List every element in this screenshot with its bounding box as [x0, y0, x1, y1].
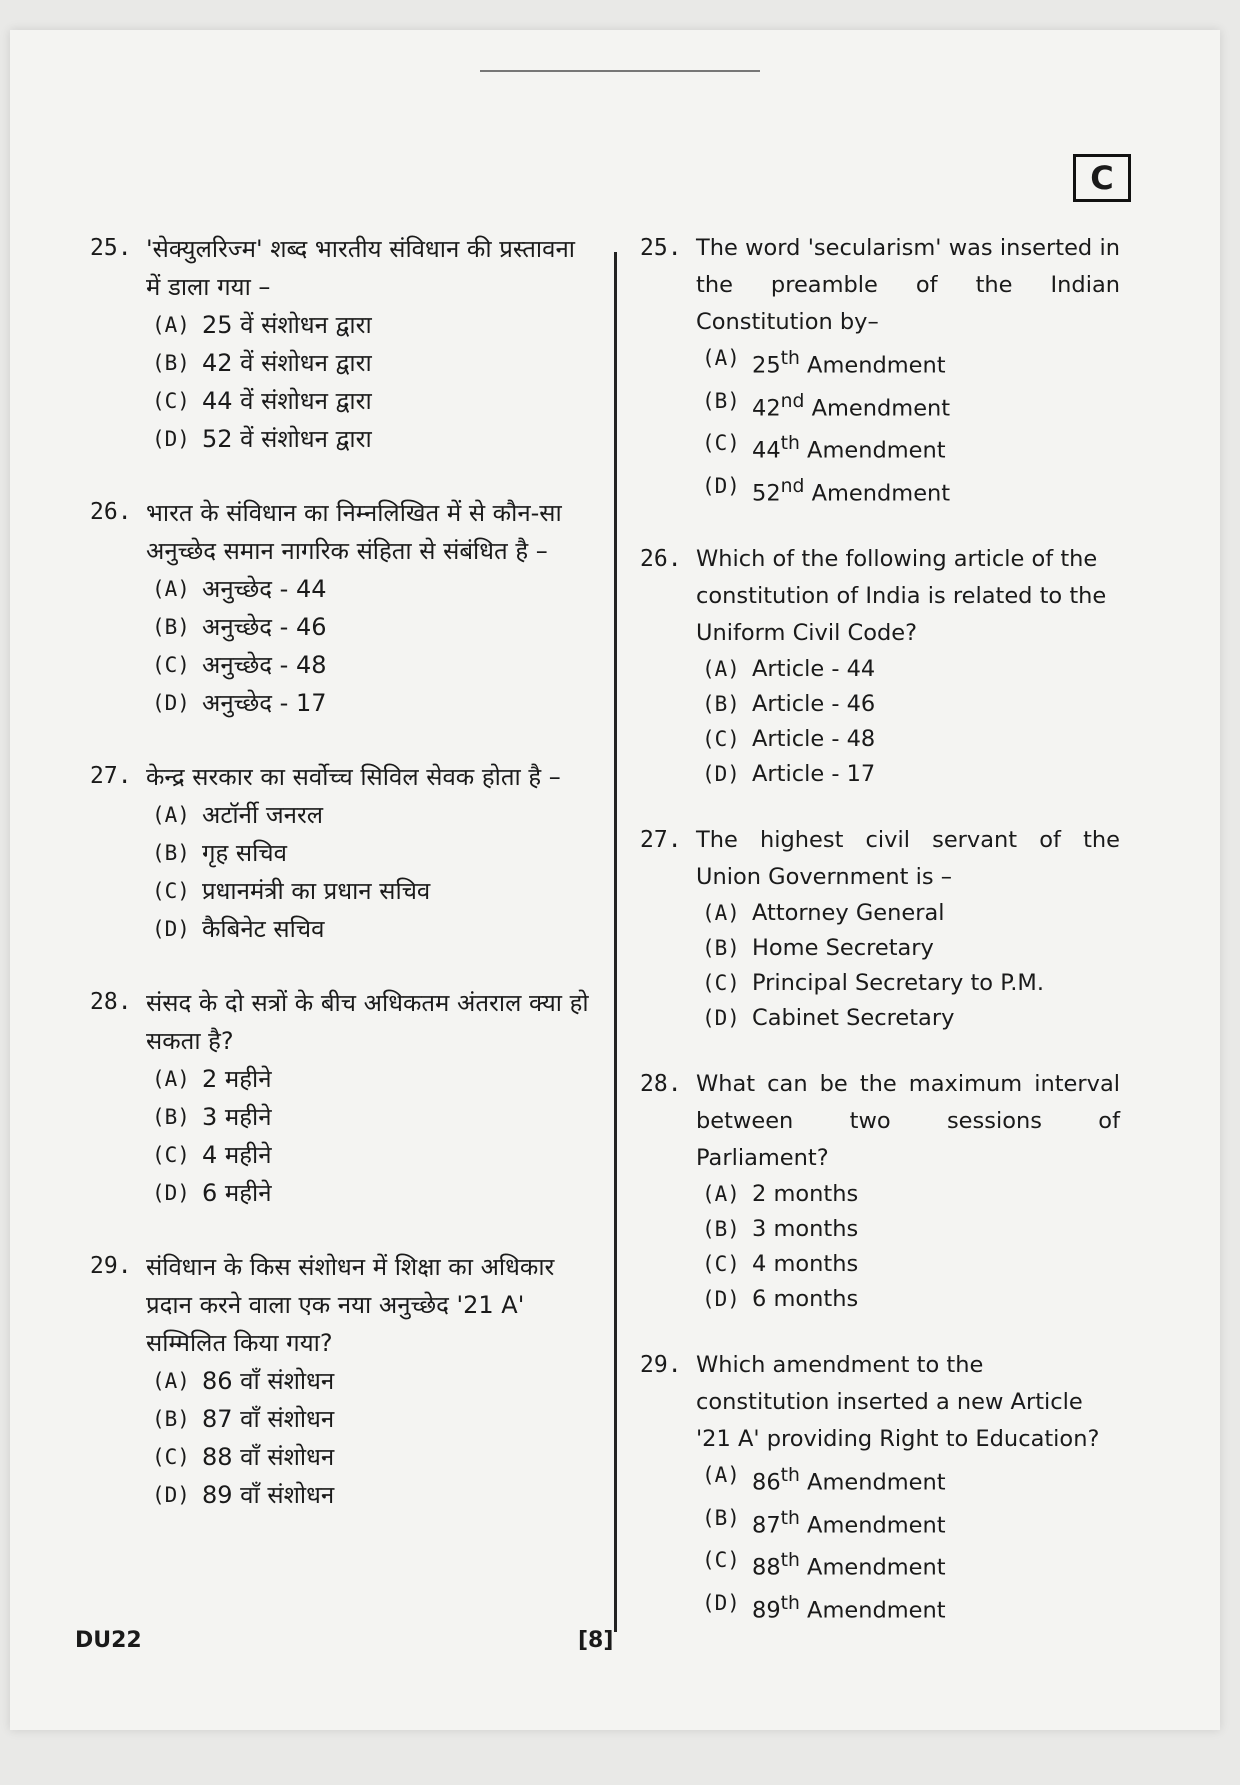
option-text: 4 महीने — [202, 1141, 272, 1169]
option — [702, 1586, 1120, 1629]
question-english-28 — [640, 1066, 1120, 1317]
option-label: (B) — [152, 1105, 190, 1129]
question-text: संसद के दो सत्रों के बीच अधिकतम अंतराल क्या हो सकता है? — [146, 989, 589, 1055]
amendment-number: 87 — [752, 1512, 781, 1538]
option-text: अनुच्छेद - 17 — [202, 689, 327, 717]
option-list — [90, 306, 595, 458]
question-hindi-27 — [90, 758, 595, 948]
option-list — [640, 896, 1120, 1036]
option-text: अनुच्छेद - 44 — [202, 575, 327, 603]
amendment-word: Amendment — [807, 437, 946, 464]
option-text: 2 months — [752, 1181, 859, 1207]
amendment-number: 52 — [752, 480, 781, 506]
top-rule — [480, 70, 760, 72]
option-text: 88 वाँ संशोधन — [202, 1443, 335, 1471]
option-label: (D) — [152, 1483, 190, 1507]
option-label: (C) — [702, 1252, 740, 1276]
option-label: (A) — [152, 803, 190, 827]
option-text: कैबिनेट सचिव — [202, 915, 325, 943]
set-code-box: C — [1073, 154, 1131, 202]
ordinal-suffix: th — [780, 348, 800, 369]
option — [702, 722, 1120, 757]
option-text: 3 months — [752, 1216, 859, 1242]
question-number: 28. — [90, 989, 132, 1015]
option-label: (C) — [152, 879, 190, 903]
amendment-word: Amendment — [807, 1512, 946, 1538]
option — [702, 896, 1120, 931]
option-label: (B) — [152, 1407, 190, 1431]
question-number: 28. — [640, 1071, 682, 1097]
option-text: 89 वाँ संशोधन — [202, 1481, 335, 1509]
option-label: (B) — [152, 351, 190, 375]
option-text: 44 वें संशोधन द्वारा — [202, 387, 372, 415]
option-text: 86 वाँ संशोधन — [202, 1367, 335, 1395]
option-label: (B) — [702, 692, 740, 716]
option-label: (A) — [702, 1182, 740, 1206]
option — [702, 687, 1120, 722]
question-english-27 — [640, 822, 1120, 1036]
option-text: 2 महीने — [202, 1065, 272, 1093]
option-text — [752, 1586, 946, 1629]
option-label: (D) — [702, 1590, 740, 1615]
option-label: (A) — [152, 1067, 190, 1091]
option — [152, 1098, 595, 1136]
option-label: (D) — [152, 917, 190, 941]
question-hindi-25 — [90, 230, 595, 458]
option-text: प्रधानमंत्री का प्रधान सचिव — [202, 877, 431, 905]
ordinal-suffix: th — [780, 433, 800, 454]
option-label: (A) — [152, 313, 190, 337]
question-text: 'सेक्युलरिज्म' शब्द भारतीय संविधान की प्रस्तावना में डाला गया – — [146, 235, 575, 301]
question-text-main: The word 'secularism' was inserted in the preamble of the Indian — [696, 235, 1120, 298]
question-number: 26. — [90, 499, 132, 525]
question-text — [696, 230, 1120, 341]
option — [702, 341, 1120, 384]
option — [152, 872, 595, 910]
ordinal-suffix: th — [780, 1507, 800, 1529]
question-text: केन्द्र सरकार का सर्वोच्च सिविल सेवक होता है – — [146, 763, 561, 791]
option — [702, 966, 1120, 1001]
option — [702, 384, 1120, 427]
ordinal-suffix: th — [780, 1550, 800, 1571]
question-text-main: What can be the maximum interval between two sessions of — [696, 1071, 1120, 1134]
option-list — [640, 652, 1120, 792]
amendment-number: 86 — [752, 1469, 781, 1496]
question-hindi-29 — [90, 1248, 595, 1514]
option — [152, 1136, 595, 1174]
option-label: (D) — [702, 1287, 740, 1311]
option — [152, 1060, 595, 1098]
option-label: (D) — [702, 762, 740, 786]
option-list — [640, 341, 1120, 511]
amendment-word: Amendment — [811, 395, 951, 421]
option-label: (C) — [702, 1548, 740, 1572]
option-label: (D) — [702, 473, 740, 498]
option — [152, 344, 595, 382]
option-text: अनुच्छेद - 48 — [202, 651, 327, 679]
option-label: (C) — [152, 1143, 190, 1167]
option-text: 25 वें संशोधन द्वारा — [202, 311, 372, 339]
question-english-26 — [640, 541, 1120, 792]
option-list — [90, 796, 595, 948]
option-text: 3 महीने — [202, 1103, 272, 1131]
amendment-number: 88 — [752, 1554, 781, 1581]
option-text — [752, 426, 946, 469]
option — [702, 652, 1120, 687]
question-number: 27. — [90, 763, 132, 789]
amendment-number: 44 — [752, 437, 781, 464]
english-column — [640, 230, 1120, 1658]
question-text-tail: Parliament? — [696, 1145, 829, 1171]
option-text: 6 महीने — [202, 1179, 272, 1207]
page-number: [8] — [578, 1628, 614, 1653]
question-text: Which amendment to the constitution inserted a new Article '21 A' providing Right to Education? — [696, 1352, 1100, 1452]
option — [702, 1177, 1120, 1212]
option — [702, 426, 1120, 469]
question-number: 25. — [90, 235, 132, 261]
ordinal-suffix: nd — [780, 475, 805, 497]
question-text-tail: Union Government is – — [696, 864, 953, 890]
option-list — [90, 570, 595, 722]
option — [152, 1400, 595, 1438]
option-list — [90, 1060, 595, 1212]
option-text — [752, 341, 946, 384]
option — [152, 684, 595, 722]
option — [702, 1247, 1120, 1282]
option-label: (A) — [152, 577, 190, 601]
option-text: Cabinet Secretary — [752, 1005, 955, 1031]
option — [702, 1212, 1120, 1247]
option — [152, 382, 595, 420]
option-label: (A) — [152, 1369, 190, 1393]
option-text: Article - 17 — [752, 761, 876, 787]
question-text: Which of the following article of the constitution of India is related to the Uniform Civil Code? — [696, 546, 1107, 646]
option-text: अटॉर्नी जनरल — [202, 801, 324, 829]
option-label: (C) — [702, 727, 740, 751]
option-label: (D) — [702, 1006, 740, 1030]
amendment-number: 89 — [752, 1597, 781, 1623]
option-label: (A) — [702, 901, 740, 925]
question-text: संविधान के किस संशोधन में शिक्षा का अधिकार प्रदान करने वाला एक नया अनुच्छेद '21 A' सम्मिलित किया गया? — [146, 1253, 555, 1357]
question-english-25 — [640, 230, 1120, 511]
hindi-column — [90, 230, 595, 1550]
question-hindi-26 — [90, 494, 595, 722]
option-text: 42 वें संशोधन द्वारा — [202, 349, 372, 377]
option-label: (B) — [702, 1505, 740, 1530]
option — [702, 1501, 1120, 1544]
option — [152, 1438, 595, 1476]
option — [152, 1362, 595, 1400]
option-list — [640, 1177, 1120, 1317]
option-label: (A) — [702, 657, 740, 681]
option-label: (C) — [702, 431, 740, 455]
option-label: (C) — [152, 653, 190, 677]
question-number: 25. — [640, 235, 682, 261]
option-text: Home Secretary — [752, 935, 934, 961]
question-text — [696, 1066, 1120, 1177]
option-text: Attorney General — [752, 900, 945, 926]
option-label: (B) — [152, 841, 190, 865]
option — [152, 570, 595, 608]
option-label: (B) — [702, 1217, 740, 1241]
option — [152, 608, 595, 646]
option-text: 4 months — [752, 1251, 859, 1277]
question-hindi-28 — [90, 984, 595, 1212]
option-label: (D) — [152, 427, 190, 451]
option-text — [752, 1543, 946, 1586]
option-label: (B) — [152, 615, 190, 639]
ordinal-suffix: nd — [780, 390, 805, 412]
option-text: 6 months — [752, 1286, 859, 1312]
option-text: Article - 44 — [752, 656, 876, 682]
option — [702, 1001, 1120, 1036]
option-label: (B) — [702, 936, 740, 960]
option — [702, 469, 1120, 512]
option-text: Principal Secretary to P.M. — [752, 970, 1044, 996]
option — [152, 1476, 595, 1514]
option — [702, 757, 1120, 792]
question-text-main: The highest civil servant of the — [696, 827, 1120, 853]
question-number: 27. — [640, 827, 682, 853]
option-label: (A) — [702, 1463, 740, 1487]
option-label: (B) — [702, 388, 740, 413]
option — [152, 306, 595, 344]
question-number: 26. — [640, 546, 682, 572]
amendment-number: 42 — [752, 395, 781, 421]
amendment-word: Amendment — [807, 1469, 946, 1496]
option-text: 87 वाँ संशोधन — [202, 1405, 335, 1433]
option-list — [640, 1458, 1120, 1628]
column-divider — [614, 252, 617, 1632]
option — [152, 834, 595, 872]
paper-code: DU22 — [75, 1628, 142, 1653]
option-text — [752, 1501, 946, 1544]
option-text: गृह सचिव — [202, 839, 287, 867]
option — [702, 1282, 1120, 1317]
option-text — [752, 1458, 946, 1501]
option-list — [90, 1362, 595, 1514]
amendment-number: 25 — [752, 352, 781, 379]
option-label: (D) — [152, 1181, 190, 1205]
option — [152, 646, 595, 684]
question-number: 29. — [90, 1253, 132, 1279]
amendment-word: Amendment — [807, 352, 946, 379]
option-text — [752, 384, 950, 427]
exam-page — [10, 30, 1220, 1730]
option-text: Article - 46 — [752, 691, 876, 717]
option-text: Article - 48 — [752, 726, 876, 752]
option-label: (D) — [152, 691, 190, 715]
question-text-tail: Constitution by– — [696, 309, 879, 335]
ordinal-suffix: th — [780, 1592, 800, 1614]
question-text — [696, 822, 1120, 896]
option-label: (A) — [702, 346, 740, 370]
question-text: भारत के संविधान का निम्नलिखित में से कौन-सा अनुच्छेद समान नागरिक संहिता से संबंधित है – — [146, 499, 562, 565]
option-text: 52 वें संशोधन द्वारा — [202, 425, 372, 453]
question-number: 29. — [640, 1352, 682, 1378]
amendment-word: Amendment — [811, 480, 951, 506]
option — [702, 1458, 1120, 1501]
option-label: (C) — [702, 971, 740, 995]
amendment-word: Amendment — [807, 1554, 946, 1581]
option — [702, 931, 1120, 966]
option — [152, 420, 595, 458]
option — [152, 796, 595, 834]
option — [702, 1543, 1120, 1586]
option-text: अनुच्छेद - 46 — [202, 613, 327, 641]
option — [152, 910, 595, 948]
ordinal-suffix: th — [780, 1465, 800, 1486]
amendment-word: Amendment — [807, 1597, 946, 1623]
option-label: (C) — [152, 389, 190, 413]
option-text — [752, 469, 950, 512]
question-english-29 — [640, 1347, 1120, 1628]
option — [152, 1174, 595, 1212]
option-label: (C) — [152, 1445, 190, 1469]
